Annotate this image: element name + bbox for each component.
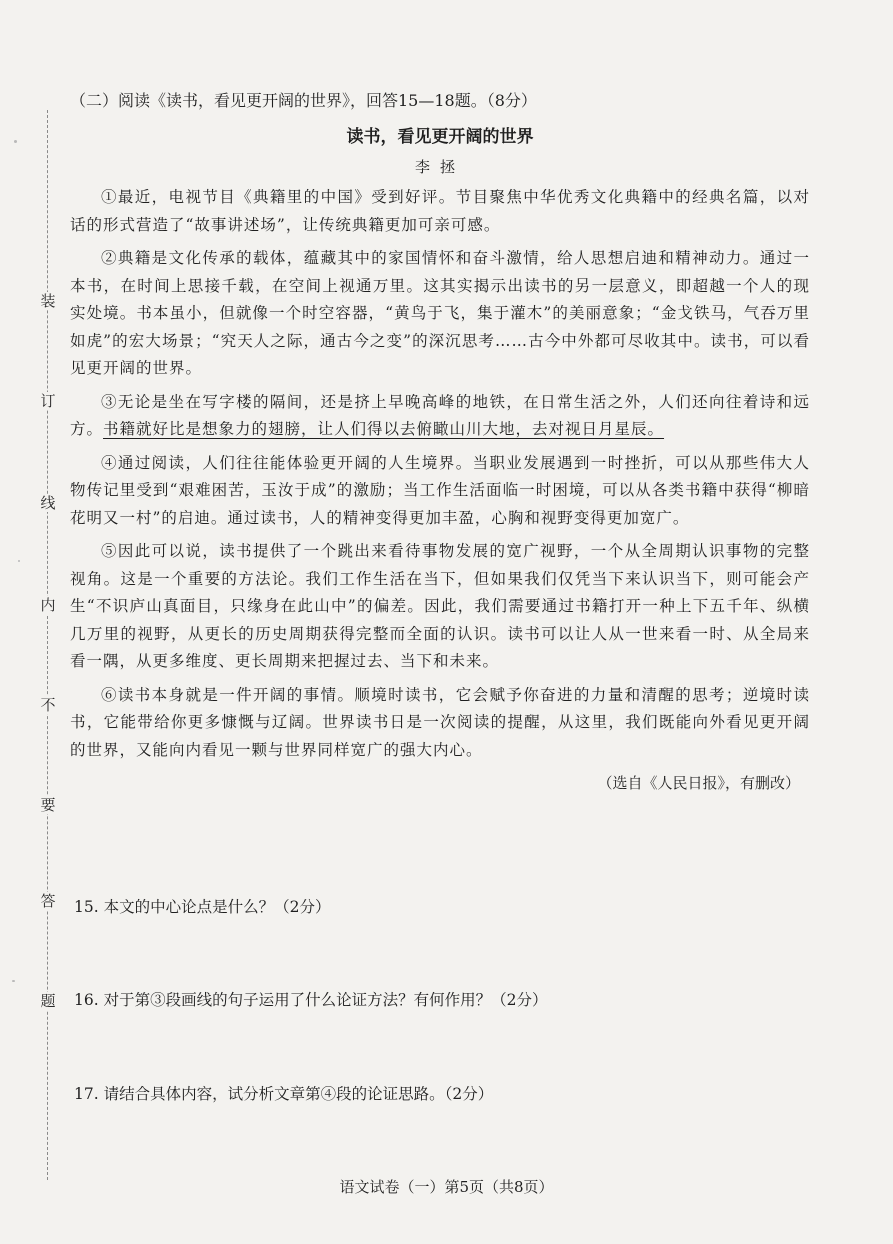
- margin-char: 内: [40, 596, 56, 614]
- article-paragraph-5: ⑤因此可以说，读书提供了一个跳出来看待事物发展的宽广视野，一个从全周期认识事物的完整视角。这是一个重要的方法论。我们工作生活在当下，但如果我们仅凭当下来认识当下，则可能会产生“不识庐山真面目，只缘身在此山中”的偏差。因此，我们需要通过书籍打开一种上下五千年、纵横几万里的视野，从更长的历史周期获得完整而全面的认识。读书可以让人从一世来看一时、从全局来看一隅，从更多维度、更长周期来把握过去、当下和未来。: [70, 542, 810, 670]
- article-paragraph-6: ⑥读书本身就是一件开阔的事情。顺境时读书，它会赋予你奋进的力量和清醒的思考；逆境时读书，它能带给你更多慷慨与辽阔。世界读书日是一次阅读的提醒，从这里，我们既能向外看见更开阔的世界，又能向内看见一颗与世界同样宽广的强大内心。: [70, 685, 810, 759]
- margin-char: 线: [40, 494, 56, 512]
- margin-char: 要: [40, 796, 56, 814]
- page-footer: 语文试卷（一）第5页（共8页）: [339, 1178, 554, 1196]
- article-paragraph-4: ④通过阅读，人们往往能体验更开阔的人生境界。当职业发展遇到一时挫折，可以从那些伟大人物传记里受到“艰难困苦，玉汝于成”的激励；当工作生活面临一时困境，可以从各类书籍中获得“柳暗花明又一村”的启迪。通过读书，人的精神变得更加丰盈，心胸和视野变得更加宽广。: [70, 453, 810, 527]
- margin-char: 订: [40, 392, 56, 410]
- scan-speck: [14, 140, 17, 143]
- reading-section: [70, 88, 810, 796]
- article-paragraph-2: ②典籍是文化传承的载体，蕴藏其中的家国情怀和奋斗激情，给人思想启迪和精神动力。通过一本书，在时间上思接千载，在空间上视通万里。这其实揭示出读书的另一层意义，即超越一个人的现实处境。书本虽小，但就像一个时空容器，“黄鸟于飞，集于灌木”的美丽意象；“金戈铁马，气吞万里如虎”的宏大场景；“究天人之际，通古今之变”的深沉思考……古今中外都可尽收其中。读书，可以看见更开阔的世界。: [70, 249, 810, 377]
- scan-speck: [12, 980, 15, 982]
- underlined-sentence: 书籍就好比是想象力的翅膀，让人们得以去俯瞰山川大地，去对视日月星辰。: [103, 420, 665, 438]
- section-heading: （二）阅读《读书，看见更开阔的世界》，回答15—18题。（8分）: [70, 91, 537, 110]
- paragraph-3-text: ③无论是坐在写字楼的隔间，还是挤上早晚高峰的地铁，在日常生活之外，人们还向往着诗和远方。: [70, 392, 810, 438]
- article-title: 读书，看见更开阔的世界: [346, 127, 534, 147]
- question-17: 17. 请结合具体内容，试分析文章第④段的论证思路。（2分）: [74, 1085, 494, 1103]
- margin-char: 答: [40, 892, 56, 910]
- article-source: （选自《人民日报》，有删改）: [597, 774, 800, 792]
- article-paragraph-1: ①最近，电视节目《典籍里的中国》受到好评。节目聚焦中华优秀文化典籍中的经典名篇，以对话的形式营造了“故事讲述场”，让传统典籍更加可亲可感。: [70, 188, 810, 234]
- scan-speck: [18, 560, 20, 562]
- margin-char: 装: [40, 292, 56, 310]
- question-16: 16. 对于第③段画线的句子运用了什么论证方法？有何作用？（2分）: [74, 991, 548, 1009]
- margin-char: 不: [40, 696, 56, 714]
- margin-char: 题: [40, 992, 56, 1010]
- binding-line: [47, 110, 48, 1180]
- article-paragraph-3: [70, 389, 810, 444]
- question-15: 15. 本文的中心论点是什么？（2分）: [74, 898, 331, 916]
- article-author: 李拯: [414, 158, 465, 176]
